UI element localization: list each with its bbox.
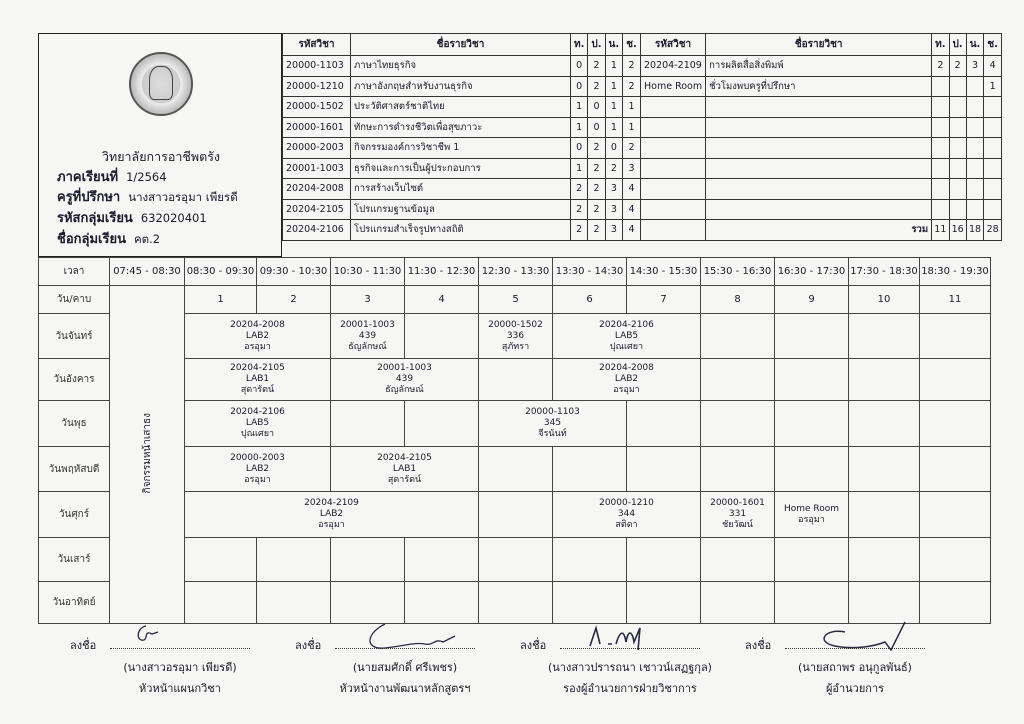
course-row [641,56,1002,77]
course-code: 20204-2109 [641,56,706,77]
col-t: ท. [932,34,949,56]
course-code: 20000-1210 [283,76,351,97]
empty-slot [627,447,701,492]
class-slot: 20000-1210 344 สติดา [553,492,701,538]
col-c: ช. [984,34,1002,56]
time-slot: 14:30 - 15:30 [627,258,701,286]
course-header-row [641,34,1002,56]
empty-slot [849,492,920,538]
course-n: 1 [605,117,623,138]
total-t: 11 [932,220,949,241]
course-c: 2 [623,138,641,159]
blank-row [641,138,1002,159]
course-code: 20000-2003 [283,138,351,159]
signature-mark [580,620,650,654]
course-t: 0 [571,56,588,77]
course-n: 2 [605,158,623,179]
col-name: ชื่อรายวิชา [706,34,932,56]
college-seal-icon [129,52,193,116]
period-number: 1 [185,286,257,314]
class-slot: 20000-1502 336 สุภัทรา [479,314,553,359]
period-number: 7 [627,286,701,314]
course-n: 3 [605,199,623,220]
time-slot: 09:30 - 10:30 [257,258,331,286]
college-name: วิทยาลัยการอาชีพตรัง [101,149,221,164]
period-number: 4 [405,286,479,314]
course-name: ทักษะการดำรงชีวิตเพื่อสุขภาวะ [351,117,571,138]
signature-deputy-director: ลงชื่อ (นางสาวปรารถนา เชาวน์เสฏฐกุล) รองผู้อำนวยการฝ่ายวิชาการ [520,630,740,697]
col-n: น. [605,34,623,56]
course-name: การผลิตสื่อสิ่งพิมพ์ [706,56,932,77]
course-code: 20000-1103 [283,56,351,77]
course-code: 20001-1003 [283,158,351,179]
col-t: ท. [571,34,588,56]
time-slot: 11:30 - 12:30 [405,258,479,286]
empty-slot [775,359,849,401]
period-number: 2 [257,286,331,314]
empty-slot [775,401,849,447]
signature-mark [355,620,465,656]
course-row [283,220,641,241]
semester-label: ภาคเรียนที่ [57,170,119,185]
class-slot: 20001-1003 439 ธัญลักษณ์ [331,359,479,401]
course-p: 0 [588,97,605,118]
total-c: 28 [984,220,1002,241]
course-c: 1 [984,76,1002,97]
time-slot: 08:30 - 09:30 [185,258,257,286]
day-label: วันอังคาร [39,359,110,401]
course-c: 1 [623,117,641,138]
group-name-value: คต.2 [133,232,161,246]
course-row [283,97,641,118]
empty-slot [920,447,991,492]
course-name: โปรแกรมสำเร็จรูปทางสถิติ [351,220,571,241]
course-p: 2 [588,158,605,179]
group-code-value: 632020401 [140,211,207,225]
empty-slot [627,401,701,447]
semester-row [57,166,167,187]
course-p: 0 [588,117,605,138]
blank-row [641,158,1002,179]
course-code: 20204-2008 [283,179,351,200]
time-slot: 15:30 - 16:30 [701,258,775,286]
period-label: วัน/คาบ [39,286,110,314]
course-row [283,56,641,77]
signature-mark [130,620,170,650]
course-n [966,76,984,97]
advisor-row [57,186,238,207]
signature-director: ลงชื่อ (นายสถาพร อนุกูลพันธ์) ผู้อำนวยการ [745,630,965,697]
total-p: 16 [949,220,966,241]
course-t: 2 [932,56,949,77]
empty-slot [701,447,775,492]
course-p: 2 [588,138,605,159]
course-row [283,76,641,97]
time-label: เวลา [39,258,110,286]
period-number: 9 [775,286,849,314]
period-number: 6 [553,286,627,314]
course-c: 2 [623,76,641,97]
period-number: 10 [849,286,920,314]
day-label: วันศุกร์ [39,492,110,538]
empty-slot [479,447,553,492]
course-p: 2 [588,220,605,241]
course-row [283,138,641,159]
day-label: วันจันทร์ [39,314,110,359]
class-slot: Home Room อรอุมา [775,492,849,538]
period-number: 11 [920,286,991,314]
time-row [39,258,991,286]
signature-curriculum-head: ลงชื่อ (นายสมศักดิ์ ศรีเพชร) หัวหน้างานพัฒนาหลักสูตรฯ [295,630,515,697]
class-slot: 20204-2008 LAB2 อรอุมา [185,314,331,359]
course-n: 1 [605,76,623,97]
group-name-label: ชื่อกลุ่มเรียน [57,232,126,247]
course-n: 3 [605,220,623,241]
course-name: กิจกรรมองค์การวิชาชีพ 1 [351,138,571,159]
empty-slot [920,314,991,359]
empty-slot [849,401,920,447]
course-code: 20000-1502 [283,97,351,118]
time-slot: 17:30 - 18:30 [849,258,920,286]
course-name: ภาษาไทยธุรกิจ [351,56,571,77]
empty-slot [920,359,991,401]
course-t: 2 [571,199,588,220]
class-slot: 20001-1003 439 ธัญลักษณ์ [331,314,405,359]
course-name: ธุรกิจและการเป็นผู้ประกอบการ [351,158,571,179]
course-p: 2 [949,56,966,77]
class-slot: 20204-2109 LAB2 อรอุมา [185,492,479,538]
course-c: 2 [623,56,641,77]
empty-slot [849,447,920,492]
course-c: 3 [623,158,641,179]
course-c: 4 [623,220,641,241]
advisor-value: นางสาวอรอุมา เพียรดี [128,190,238,204]
course-t: 0 [571,76,588,97]
day-label: วันเสาร์ [39,538,110,582]
course-name: การสร้างเว็บไซต์ [351,179,571,200]
course-header-row [283,34,641,56]
empty-slot [701,314,775,359]
course-t: 1 [571,97,588,118]
course-n: 1 [605,97,623,118]
class-slot: 20204-2008 LAB2 อรอุมา [553,359,701,401]
day-label: วันพุธ [39,401,110,447]
group-code-label: รหัสกลุ่มเรียน [57,211,133,226]
empty-slot [479,492,553,538]
advisor-label: ครูที่ปรึกษา [57,190,121,205]
period-number: 3 [331,286,405,314]
course-table-left [282,33,641,241]
course-p: 2 [588,56,605,77]
flag-activity-cell [110,286,185,624]
empty-slot [920,492,991,538]
period-number: 5 [479,286,553,314]
course-code: 20204-2105 [283,199,351,220]
day-label: วันอาทิตย์ [39,582,110,624]
course-t [932,76,949,97]
course-t: 0 [571,138,588,159]
time-slot: 13:30 - 14:30 [553,258,627,286]
empty-slot [553,447,627,492]
col-name: ชื่อรายวิชา [351,34,571,56]
class-slot: 20000-1103 345 จีรนันท์ [479,401,627,447]
course-table-right [640,33,1002,241]
blank-row [641,179,1002,200]
course-t: 1 [571,117,588,138]
timetable-grid [38,257,991,624]
course-name: โปรแกรมฐานข้อมูล [351,199,571,220]
col-code: รหัสวิชา [283,34,351,56]
empty-slot [849,359,920,401]
time-slot: 07:45 - 08:30 [110,258,185,286]
class-slot: 20204-2106 LAB5 ปุณเศยา [185,401,331,447]
course-name: ประวัติศาสตร์ชาติไทย [351,97,571,118]
class-slot: 20204-2105 LAB1 สุดารัตน์ [331,447,479,492]
empty-slot [701,401,775,447]
course-code: Home Room [641,76,706,97]
course-name: ภาษาอังกฤษสำหรับงานธุรกิจ [351,76,571,97]
course-n: 3 [966,56,984,77]
course-code: 20000-1601 [283,117,351,138]
col-p: ป. [588,34,605,56]
empty-slot [405,401,479,447]
class-slot: 20000-1601 331 ชัยวัฒน์ [701,492,775,538]
class-slot: 20204-2106 LAB5 ปุณเศยา [553,314,701,359]
course-c: 4 [984,56,1002,77]
course-t: 1 [571,158,588,179]
empty-slot [701,359,775,401]
course-row [283,158,641,179]
col-n: น. [966,34,984,56]
col-code: รหัสวิชา [641,34,706,56]
course-n: 3 [605,179,623,200]
course-n: 1 [605,56,623,77]
course-p: 2 [588,199,605,220]
course-p: 2 [588,76,605,97]
course-n: 0 [605,138,623,159]
empty-slot [479,359,553,401]
class-slot: 20000-2003 LAB2 อรอุมา [185,447,331,492]
course-p [949,76,966,97]
course-row [283,179,641,200]
col-p: ป. [949,34,966,56]
time-slot: 12:30 - 13:30 [479,258,553,286]
info-block [38,33,282,257]
totals-row [641,220,1002,241]
course-row [283,117,641,138]
empty-slot [331,401,405,447]
totals-label: รวม [706,220,932,241]
period-row [39,286,991,314]
col-c: ช. [623,34,641,56]
course-c: 1 [623,97,641,118]
time-slot: 10:30 - 11:30 [331,258,405,286]
day-label: วันพฤหัสบดี [39,447,110,492]
signature-mark [805,620,915,660]
course-name: ชั่วโมงพบครูที่ปรึกษา [706,76,932,97]
time-slot: 16:30 - 17:30 [775,258,849,286]
empty-slot [849,314,920,359]
group-code-row [57,207,207,228]
empty-slot [920,401,991,447]
semester-value: 1/2564 [126,170,167,184]
class-slot: 20204-2105 LAB1 สุดารัตน์ [185,359,331,401]
course-p: 2 [588,179,605,200]
blank-row [641,117,1002,138]
course-row [641,76,1002,97]
signature-department-head: ลงชื่อ (นางสาวอรอุมา เพียรดี) หัวหน้าแผนกวิชา [70,630,290,697]
course-t: 2 [571,220,588,241]
blank-row [641,199,1002,220]
total-n: 18 [966,220,984,241]
blank-row [641,97,1002,118]
group-name-row [57,228,160,249]
flag-activity-text: กิจกรรมหน้าเสาธง [141,412,153,494]
course-row [283,199,641,220]
empty-slot [775,447,849,492]
period-number: 8 [701,286,775,314]
course-c: 4 [623,199,641,220]
course-code: 20204-2106 [283,220,351,241]
empty-slot [775,314,849,359]
course-c: 4 [623,179,641,200]
course-t: 2 [571,179,588,200]
time-slot: 18:30 - 19:30 [920,258,991,286]
empty-slot [405,314,479,359]
